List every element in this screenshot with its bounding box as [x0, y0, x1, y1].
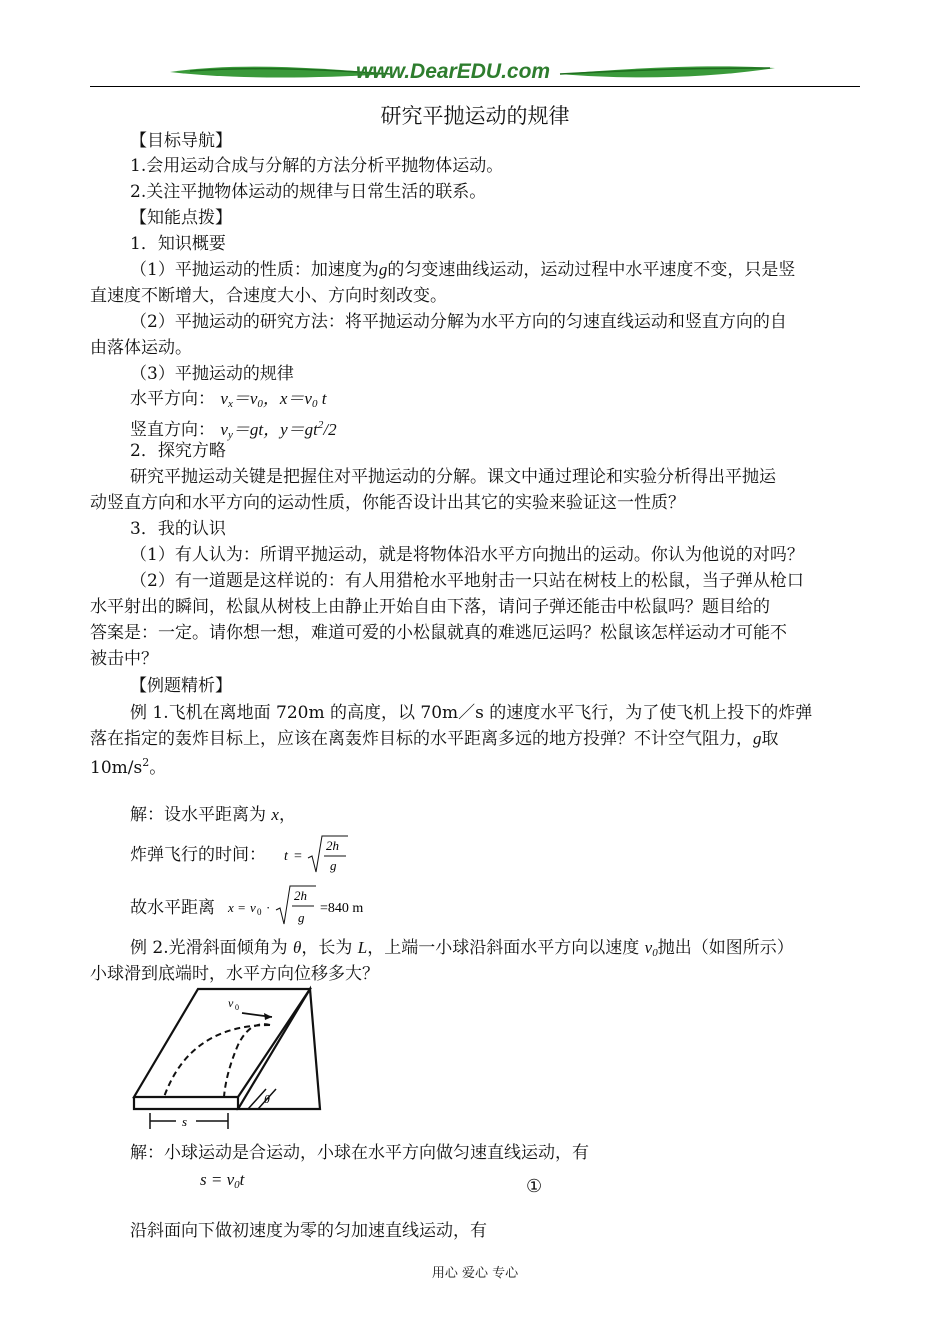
svg-text:=: =	[238, 900, 246, 915]
v0-symbol: $v_0$	[644, 938, 658, 959]
header-rule	[90, 86, 860, 87]
x-symbol: x	[271, 805, 279, 824]
g-symbol: g	[753, 729, 762, 748]
sol1-text: 解：设水平距离为	[130, 805, 272, 825]
ex1-text-end: 取	[761, 729, 779, 749]
svg-text:2h: 2h	[326, 838, 339, 853]
knowledge-heading: 1．知识概要	[130, 234, 226, 254]
ex2-text-a: 例 2.光滑斜面倾角为	[130, 938, 294, 958]
sol1-comma: ，	[278, 805, 296, 825]
ex2-text-d: 抛出（如图所示）	[657, 938, 794, 958]
fig-v0-label: v	[228, 996, 234, 1010]
k1-paragraph-1	[130, 257, 795, 283]
explore-heading: 2．探究方略	[130, 441, 226, 461]
example-1-cont-2	[90, 750, 166, 781]
k1-paragraph-3: （3）平抛运动的规律	[130, 364, 294, 384]
site-url: www.DearEDU.com	[356, 60, 551, 83]
solution-1-line-2	[130, 842, 266, 868]
k1-paragraph-2-cont: 由落体运动。	[90, 338, 192, 358]
ex1-accel: 10m/s	[90, 758, 143, 778]
fig-theta-label: θ	[264, 1092, 270, 1106]
solution-1-line-1	[130, 802, 296, 828]
svg-text:=: =	[294, 849, 302, 864]
theta-symbol: θ	[293, 938, 302, 957]
my-view-q2-cont-1: 水平射出的瞬间，松鼠从树枝上由静止开始自由下落，请问子弹还能击中松鼠吗？题目给的	[90, 597, 770, 617]
vertical-formula: $v_y=gt$，$y=gt^2/2$	[220, 419, 337, 441]
svg-text:x: x	[228, 900, 234, 915]
svg-text:·: ·	[266, 900, 271, 915]
explore-paragraph-cont: 动竖直方向和水平方向的运动性质，你能否设计出其它的实验来验证这一性质？	[90, 493, 685, 513]
example-1-cont	[90, 726, 779, 752]
ex1-period: 。	[149, 758, 167, 778]
distance-formula	[226, 882, 376, 930]
explore-paragraph: 研究平抛运动关键是把握住对平抛运动的分解。课文中通过理论和实验分析得出平抛运	[130, 467, 776, 487]
solution-2-equation: $s = v_0t$	[200, 1170, 245, 1191]
k1-p1-text-b: 的匀变速曲线运动，运动过程中水平速度不变，只是竖	[387, 260, 796, 280]
equation-number-1: ①	[526, 1176, 543, 1197]
ex1-text: 落在指定的轰炸目标上，应该在离轰炸目标的水平距离多远的地方投弹？不计空气阻力，	[90, 729, 753, 749]
page-title: 研究平抛运动的规律	[380, 104, 570, 128]
my-view-q2-cont-3: 被击中？	[90, 649, 158, 669]
ex2-text-b: ，长为	[301, 938, 358, 958]
ex1-exponent: 2	[142, 756, 150, 769]
svg-text:0: 0	[235, 1003, 239, 1012]
example-1: 例 1.飞机在离地面 720m 的高度，以 70m／s 的速度水平飞行，为了使飞机上投下的炸弹	[130, 703, 813, 723]
svg-text:g: g	[330, 858, 337, 873]
ex2-text-c: ，上端一小球沿斜面水平方向以速度	[367, 938, 645, 958]
svg-text:v: v	[250, 900, 256, 915]
g-symbol: g	[378, 260, 388, 279]
solution-2-line-1: 解：小球运动是合运动，小球在水平方向做匀速直线运动，有	[130, 1143, 589, 1163]
k1-p1-text-a: （1）平抛运动的性质：加速度为	[130, 260, 379, 280]
goal-1: 1.会用运动合成与分解的方法分析平抛物体运动。	[130, 156, 504, 176]
page-footer: 用心 爱心 专心	[431, 1266, 519, 1281]
horizontal-label: 水平方向：	[130, 389, 215, 409]
my-view-heading: 3．我的认识	[130, 519, 226, 539]
solution-2-line-2: 沿斜面向下做初速度为零的匀加速直线运动，有	[130, 1221, 487, 1241]
example-2-cont: 小球滑到底端时，水平方向位移多大？	[90, 964, 379, 984]
svg-text:=840 m: =840 m	[320, 901, 364, 916]
solution-1-line-3	[130, 895, 215, 921]
my-view-q1: （1）有人认为：所谓平抛运动，就是将物体沿水平方向抛出的运动。你认为他说的对吗？	[130, 545, 804, 565]
svg-text:g: g	[298, 910, 305, 925]
L-symbol: L	[357, 938, 368, 957]
incline-figure	[130, 985, 330, 1135]
goal-2: 2.关注平抛物体运动的规律与日常生活的联系。	[130, 182, 487, 202]
goals-heading: 【目标导航】	[130, 131, 232, 151]
sol1-time-label: 炸弹飞行的时间：	[130, 845, 266, 865]
skills-heading: 【知能点拨】	[130, 208, 232, 228]
time-formula	[282, 832, 352, 878]
vertical-label: 竖直方向：	[130, 420, 215, 440]
horizontal-formula: $v_x=v_0$，$x=v_0$ t	[220, 389, 327, 410]
sol1-distance-label: 故水平距离	[130, 898, 215, 918]
k1-paragraph-2: （2）平抛运动的研究方法：将平抛运动分解为水平方向的匀速直线运动和竖直方向的自	[130, 312, 787, 332]
my-view-q2-cont-2: 答案是：一定。请你想一想，难道可爱的小松鼠就真的难逃厄运吗？松鼠该怎样运动才可能不	[90, 623, 787, 643]
svg-text:t: t	[284, 849, 288, 864]
my-view-q2: （2）有一道题是这样说的：有人用猎枪水平地射击一只站在树枝上的松鼠，当子弹从枪口	[130, 571, 804, 591]
header-banner	[160, 58, 790, 88]
fig-s-label: s	[182, 1114, 188, 1129]
svg-text:0: 0	[257, 907, 262, 917]
k1-paragraph-1-cont: 直速度不断增大，合速度大小、方向时刻改变。	[90, 286, 447, 306]
examples-heading: 【例题精析】	[130, 676, 232, 696]
svg-text:2h: 2h	[294, 888, 307, 903]
